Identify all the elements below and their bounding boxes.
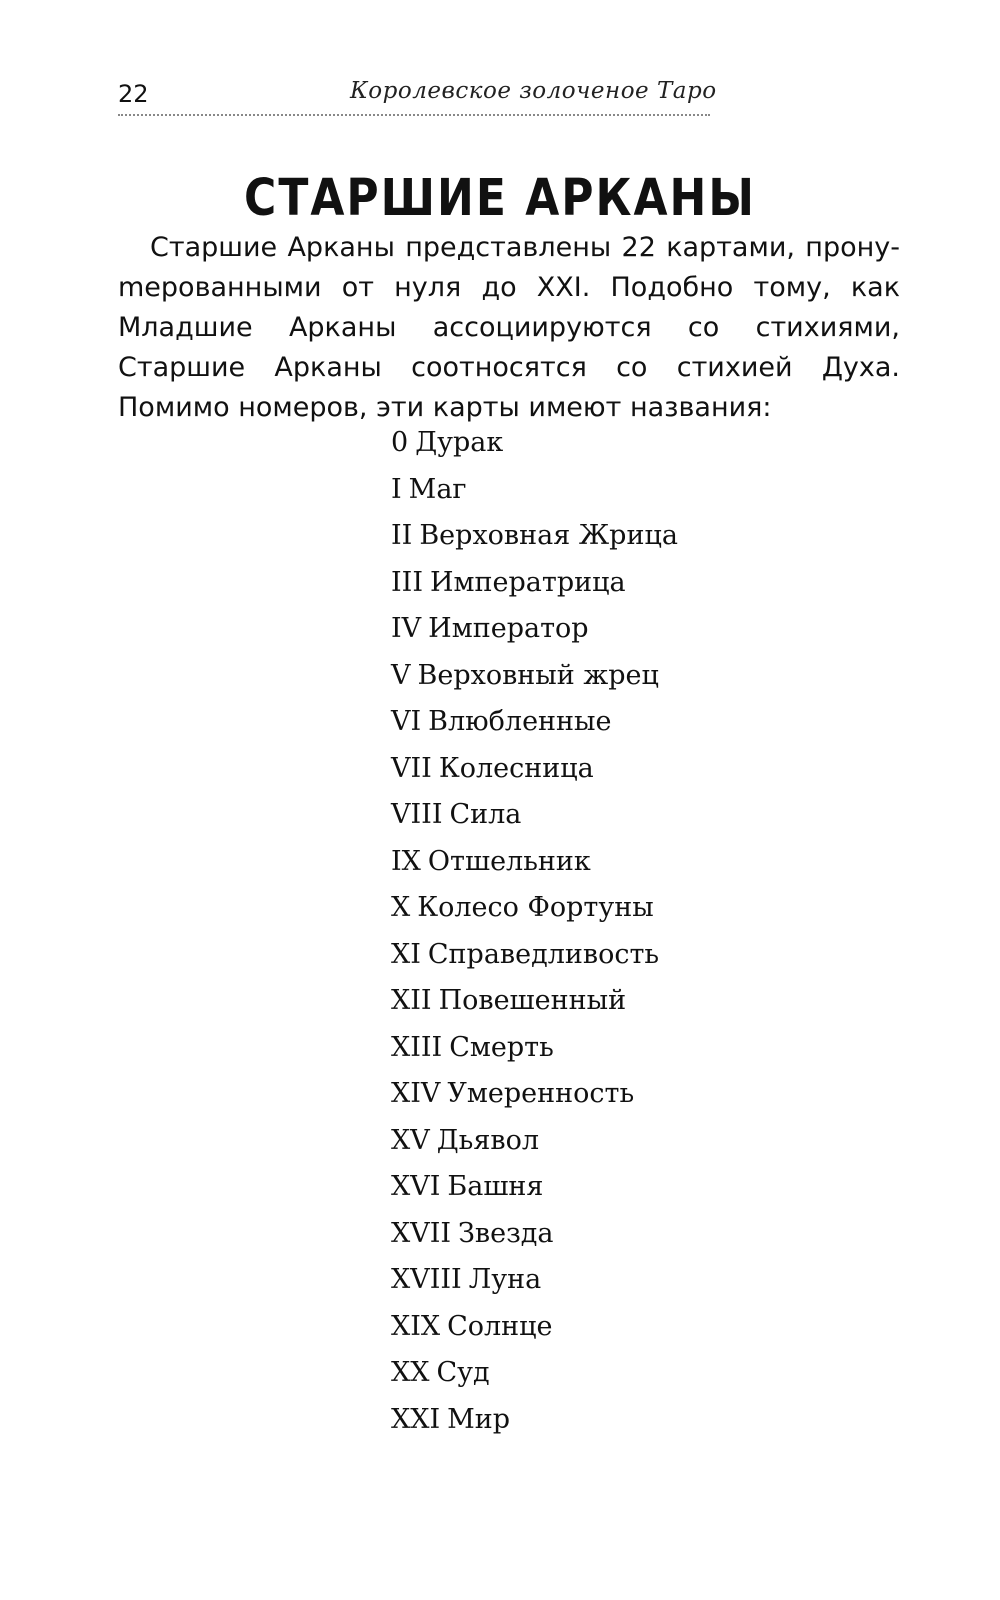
arcana-name: Справедливость: [427, 938, 660, 970]
arcana-list-item: [391, 932, 678, 979]
arcana-name: Отшельник: [427, 845, 591, 877]
arcana-name: Солнце: [447, 1310, 553, 1342]
arcana-name: Маг: [408, 473, 467, 505]
arcana-name: Звезда: [458, 1217, 554, 1249]
arcana-name: Дьявол: [436, 1124, 540, 1156]
arcana-list-item: [391, 467, 678, 514]
arcana-list-item: [391, 839, 678, 886]
arcana-numeral: XVI: [391, 1171, 441, 1202]
arcana-numeral: X: [391, 892, 411, 923]
arcana-numeral: XVIII: [391, 1264, 462, 1295]
arcana-list-item: [391, 885, 678, 932]
arcana-list-item: [391, 1164, 678, 1211]
arcana-numeral: IX: [391, 845, 421, 877]
arcana-numeral: II: [391, 520, 413, 551]
arcana-numeral: VIII: [391, 799, 443, 830]
arcana-name: Колесо Фортуны: [417, 892, 654, 923]
page-number: 22: [118, 80, 149, 108]
arcana-name: Мир: [447, 1403, 511, 1435]
arcana-list-item: [391, 699, 678, 746]
arcana-numeral: XIII: [391, 1031, 443, 1063]
intro-paragraph: Старшие Арканы представлены 22 картами, пронуmерованными от нуля до XXI. Подобно тому, как Младшие Арканы ассоциируются со стихиями, Старшие Арканы соотносятся со стихией Духа. Помимо номеров, эти карты имеют названия:: [118, 232, 900, 423]
arcana-name: Дурак: [415, 427, 504, 458]
running-head: [118, 74, 717, 118]
arcana-list-item: [391, 1350, 678, 1397]
arcana-list-item: [391, 746, 678, 793]
arcana-list-item: [391, 1118, 678, 1165]
arcana-list-item: [391, 1025, 678, 1072]
arcana-list-item: [391, 1071, 678, 1118]
arcana-list-item: [391, 420, 678, 467]
arcana-name: Луна: [468, 1264, 542, 1295]
arcana-numeral: XIX: [391, 1310, 441, 1342]
arcana-numeral: 0: [391, 427, 409, 458]
header-dotted-rule: [118, 114, 710, 116]
arcana-numeral: XX: [391, 1357, 430, 1388]
arcana-numeral: III: [391, 566, 423, 598]
arcana-name: Умеренность: [447, 1078, 635, 1109]
arcana-list-item: [391, 1211, 678, 1258]
arcana-name: Влюбленные: [428, 706, 612, 737]
arcana-name: Верховный жрец: [417, 659, 659, 691]
arcana-name: Колесница: [438, 752, 594, 784]
arcana-numeral: V: [391, 659, 411, 691]
arcana-name: Смерть: [449, 1031, 554, 1063]
arcana-numeral: XIV: [391, 1078, 441, 1109]
arcana-name: Императрица: [430, 566, 626, 598]
arcana-name: Повешенный: [438, 985, 627, 1016]
arcana-numeral: XI: [391, 938, 421, 970]
arcana-numeral: VI: [391, 706, 422, 737]
arcana-list-item: [391, 1257, 678, 1304]
arcana-numeral: XXI: [391, 1403, 441, 1435]
arcana-name: Суд: [436, 1357, 490, 1388]
book-title: Королевское золоченое Таро: [350, 78, 717, 104]
arcana-list-item: [391, 792, 678, 839]
arcana-list-item: [391, 653, 678, 700]
chapter-title: СТАРШИЕ АРКАНЫ: [244, 169, 756, 229]
arcana-list-item: [391, 606, 678, 653]
arcana-numeral: XV: [391, 1124, 430, 1156]
arcana-name: Император: [428, 613, 589, 644]
arcana-list: [391, 420, 678, 1443]
arcana-name: Верховная Жрица: [419, 520, 678, 551]
arcana-name: Башня: [447, 1171, 544, 1202]
arcana-list-item: [391, 560, 678, 607]
arcana-list-item: [391, 1304, 678, 1351]
arcana-list-item: [391, 978, 678, 1025]
arcana-numeral: XII: [391, 985, 432, 1016]
arcana-numeral: I: [391, 473, 402, 505]
arcana-numeral: XVII: [391, 1217, 452, 1249]
arcana-name: Сила: [449, 799, 522, 830]
arcana-list-item: [391, 1397, 678, 1444]
arcana-numeral: VII: [391, 752, 432, 784]
arcana-list-item: [391, 513, 678, 560]
arcana-numeral: IV: [391, 613, 422, 644]
